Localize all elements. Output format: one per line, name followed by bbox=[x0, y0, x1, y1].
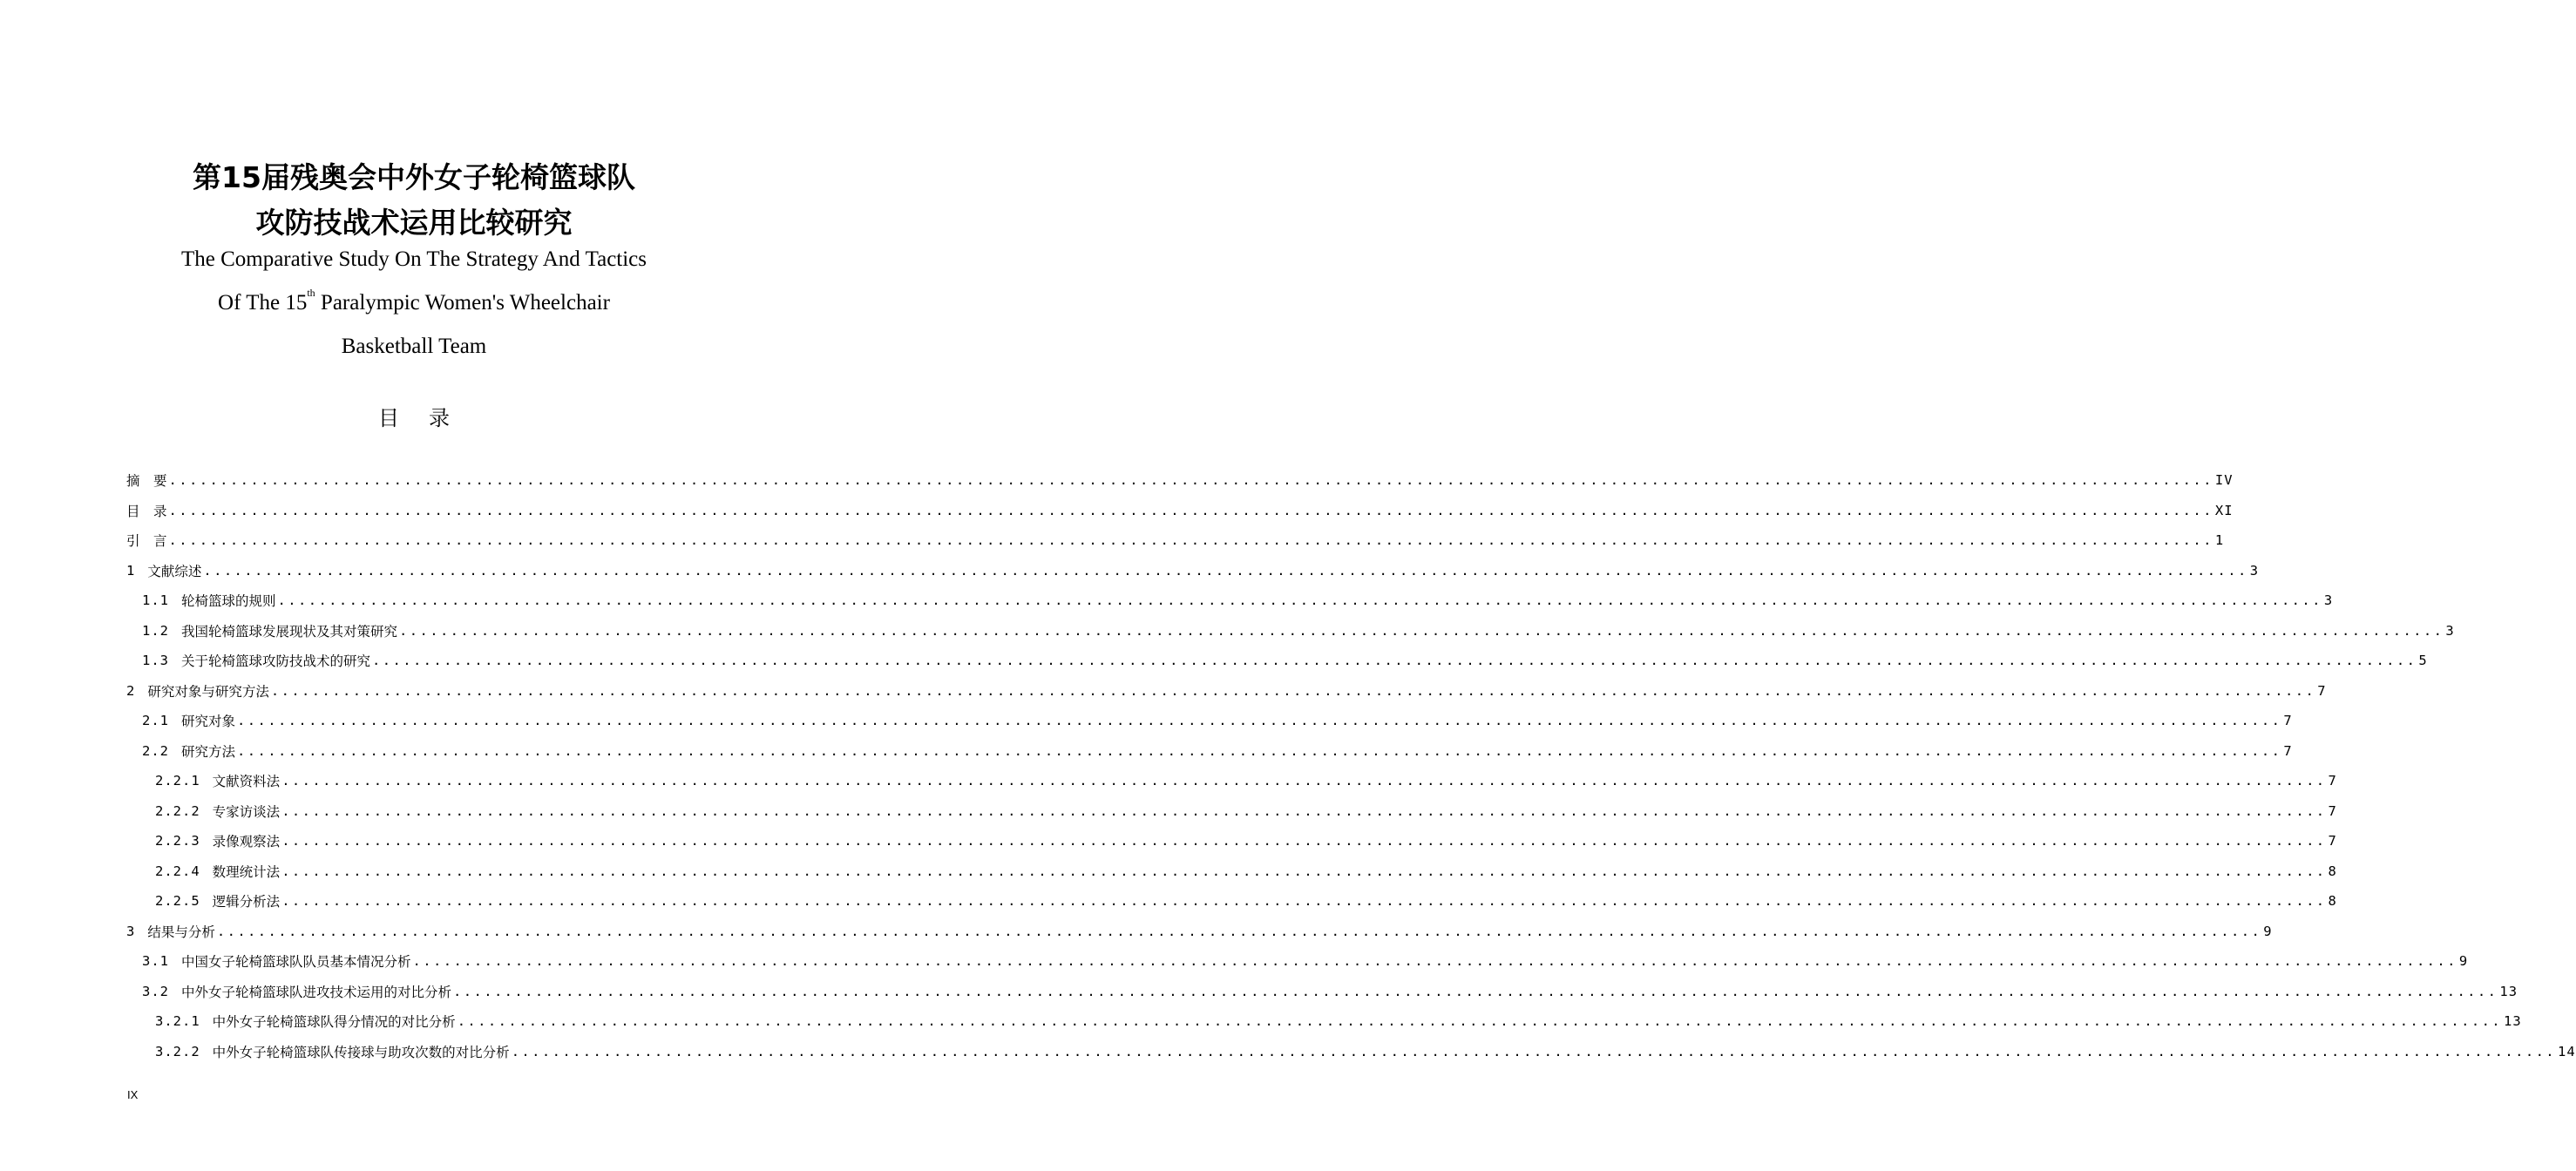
toc-entry-page: 7 bbox=[2328, 833, 2337, 849]
toc-entry[interactable] bbox=[126, 736, 2293, 767]
toc-entry-page: 7 bbox=[2328, 802, 2337, 819]
toc-leader-dots: ........................................................................................................................................................................................................ bbox=[511, 1043, 2557, 1059]
toc-entry[interactable] bbox=[126, 465, 2234, 496]
toc-entry-label: 关于轮椅篮球攻防技战术的研究 bbox=[181, 653, 371, 670]
toc-heading bbox=[0, 401, 828, 431]
toc-entry-page: 5 bbox=[2418, 653, 2428, 669]
toc-leader-dots: ........................................................................................................................................................................................................ bbox=[237, 713, 2282, 729]
english-title-line-3: Basketball Team bbox=[341, 335, 487, 358]
toc-leader-dots: ........................................................................................................................................................................................................ bbox=[457, 1013, 2503, 1030]
toc-entry-page: 9 bbox=[2263, 923, 2273, 939]
toc-entry-page: 7 bbox=[2283, 713, 2293, 729]
english-title-line-2-pre: Of The 15 bbox=[218, 291, 308, 315]
toc-entry-page: IV bbox=[2214, 472, 2234, 489]
toc-leader-dots: ........................................................................................................................................................................................................ bbox=[372, 653, 2417, 669]
toc-entry-number: 1.3 bbox=[142, 653, 169, 669]
toc-entry-label: 专家访谈法 bbox=[212, 803, 281, 820]
toc-entry-page: XI bbox=[2214, 502, 2234, 518]
toc-entry-number: 1.1 bbox=[142, 592, 169, 609]
toc-entry-label: 中外女子轮椅篮球队进攻技术运用的对比分析 bbox=[181, 984, 452, 1000]
toc-entry-label: 引 言 bbox=[126, 533, 167, 550]
toc-entry-page: 8 bbox=[2328, 863, 2337, 879]
toc-entry-label: 中国女子轮椅篮球队队员基本情况分析 bbox=[181, 954, 411, 971]
toc-entry-number: 2.1 bbox=[142, 713, 169, 729]
toc-entry-page: 14 bbox=[2558, 1043, 2576, 1059]
chinese-title-line-1: 第15届残奥会中外女子轮椅篮球队 bbox=[193, 160, 635, 194]
toc-entry[interactable] bbox=[126, 826, 2337, 856]
toc-entry[interactable] bbox=[126, 917, 2273, 947]
toc-entry-number: 3.2 bbox=[142, 983, 169, 999]
toc-entry[interactable] bbox=[126, 796, 2337, 827]
toc-entry-number: 2.2.5 bbox=[155, 893, 200, 910]
toc-leader-dots: ........................................................................................................................................................................................................ bbox=[281, 863, 2327, 879]
page-number: IX bbox=[127, 1088, 139, 1101]
toc-leader-dots: ........................................................................................................................................................................................................ bbox=[270, 682, 2316, 699]
toc-entry-number: 3 bbox=[126, 923, 136, 939]
toc-entry[interactable] bbox=[126, 556, 2260, 586]
toc-entry-number: 3.2.2 bbox=[155, 1043, 200, 1059]
english-title-line-2 bbox=[0, 287, 828, 315]
toc-leader-dots: ........................................................................................................................................................................................................ bbox=[399, 622, 2444, 639]
toc-entry[interactable] bbox=[126, 676, 2327, 707]
toc-entry[interactable] bbox=[126, 977, 2518, 1007]
toc-entry-number: 2.2.3 bbox=[155, 833, 200, 849]
toc-entry-number: 2 bbox=[126, 682, 136, 699]
toc-entry[interactable] bbox=[126, 766, 2337, 796]
toc-entry-page: 3 bbox=[2323, 592, 2334, 609]
toc-entry-label: 文献资料法 bbox=[212, 774, 281, 790]
toc-entry[interactable] bbox=[126, 856, 2337, 887]
toc-entry-page: 8 bbox=[2328, 893, 2337, 910]
toc-entry-page: 9 bbox=[2458, 953, 2469, 970]
toc-leader-dots: ........................................................................................................................................................................................................ bbox=[168, 472, 2213, 489]
toc-entry-number: 1 bbox=[126, 562, 136, 579]
toc-entry-label: 研究对象与研究方法 bbox=[147, 683, 269, 700]
chinese-title-line-2: 攻防技战术运用比较研究 bbox=[255, 206, 573, 240]
toc-entry[interactable] bbox=[126, 646, 2428, 676]
toc-entry-label: 中外女子轮椅篮球队传接球与助攻次数的对比分析 bbox=[212, 1044, 510, 1060]
toc-leader-dots: ........................................................................................................................................................................................................ bbox=[168, 502, 2213, 518]
toc-heading-char-2: 录 bbox=[429, 406, 450, 430]
toc-entry-page: 13 bbox=[2499, 983, 2518, 999]
toc-entry-label: 文献综述 bbox=[147, 563, 202, 579]
toc-entry-page: 1 bbox=[2214, 532, 2225, 549]
toc-leader-dots: ........................................................................................................................................................................................................ bbox=[281, 833, 2327, 849]
toc-leader-dots: ........................................................................................................................................................................................................ bbox=[277, 592, 2322, 609]
toc-entry[interactable] bbox=[126, 525, 2225, 556]
toc-entry[interactable] bbox=[126, 706, 2293, 736]
toc-leader-dots: ........................................................................................................................................................................................................ bbox=[281, 893, 2327, 910]
toc-entry-page: 7 bbox=[2317, 682, 2327, 699]
toc-leader-dots: ........................................................................................................................................................................................................ bbox=[281, 773, 2327, 789]
toc-entry[interactable] bbox=[126, 1037, 2576, 1067]
toc-leader-dots: ........................................................................................................................................................................................................ bbox=[453, 983, 2498, 999]
toc-entry[interactable] bbox=[126, 496, 2234, 526]
toc-leader-dots: ........................................................................................................................................................................................................ bbox=[412, 953, 2457, 970]
toc-entry-number: 2.2.1 bbox=[155, 773, 200, 789]
toc-entry-page: 7 bbox=[2283, 742, 2293, 759]
toc-entry-page: 13 bbox=[2504, 1013, 2522, 1030]
toc-entry[interactable] bbox=[126, 586, 2334, 616]
toc-entry-page: 3 bbox=[2445, 622, 2455, 639]
toc-entry-number: 2.2.2 bbox=[155, 802, 200, 819]
toc-entry-label: 录像观察法 bbox=[212, 834, 281, 850]
toc-leader-dots: ........................................................................................................................................................................................................ bbox=[281, 802, 2327, 819]
toc-entry-number: 3.2.1 bbox=[155, 1013, 200, 1030]
toc-entry[interactable] bbox=[126, 1006, 2522, 1037]
toc-entry-label: 研究对象 bbox=[181, 714, 236, 730]
toc-entry[interactable] bbox=[126, 946, 2469, 977]
toc-leader-dots: ........................................................................................................................................................................................................ bbox=[216, 923, 2262, 939]
toc-entry-number: 2.2.4 bbox=[155, 863, 200, 879]
english-title-line-1: The Comparative Study On The Strategy And Tactics bbox=[180, 247, 647, 271]
toc-leader-dots: ........................................................................................................................................................................................................ bbox=[203, 562, 2248, 579]
toc-entry-label: 我国轮椅篮球发展现状及其对策研究 bbox=[181, 623, 398, 640]
toc-entry-label: 摘 要 bbox=[126, 473, 167, 490]
toc-entry[interactable] bbox=[126, 886, 2337, 917]
toc-heading-char-1: 目 bbox=[378, 406, 399, 430]
toc-entry-page: 7 bbox=[2328, 773, 2337, 789]
toc-entry-number: 1.2 bbox=[142, 622, 169, 639]
toc-entry-label: 目 录 bbox=[126, 503, 167, 519]
toc-entry-label: 研究方法 bbox=[181, 743, 236, 760]
toc-leader-dots: ........................................................................................................................................................................................................ bbox=[168, 532, 2213, 549]
toc-entry-label: 逻辑分析法 bbox=[212, 894, 281, 910]
toc-entry-number: 2.2 bbox=[142, 742, 169, 759]
toc-entry-label: 轮椅篮球的规则 bbox=[181, 593, 276, 610]
toc-leader-dots: ........................................................................................................................................................................................................ bbox=[237, 742, 2282, 759]
toc-entry-number: 3.1 bbox=[142, 953, 169, 970]
table-of-contents bbox=[126, 465, 2576, 1066]
toc-entry-label: 中外女子轮椅篮球队得分情况的对比分析 bbox=[212, 1014, 456, 1031]
ordinal-suffix: th bbox=[307, 287, 315, 299]
toc-entry-label: 结果与分析 bbox=[147, 924, 215, 940]
toc-entry[interactable] bbox=[126, 616, 2455, 646]
toc-entry-page: 3 bbox=[2249, 562, 2260, 579]
toc-entry-label: 数理统计法 bbox=[212, 863, 281, 880]
english-title-line-2-post: Paralympic Women's Wheelchair bbox=[315, 291, 610, 315]
